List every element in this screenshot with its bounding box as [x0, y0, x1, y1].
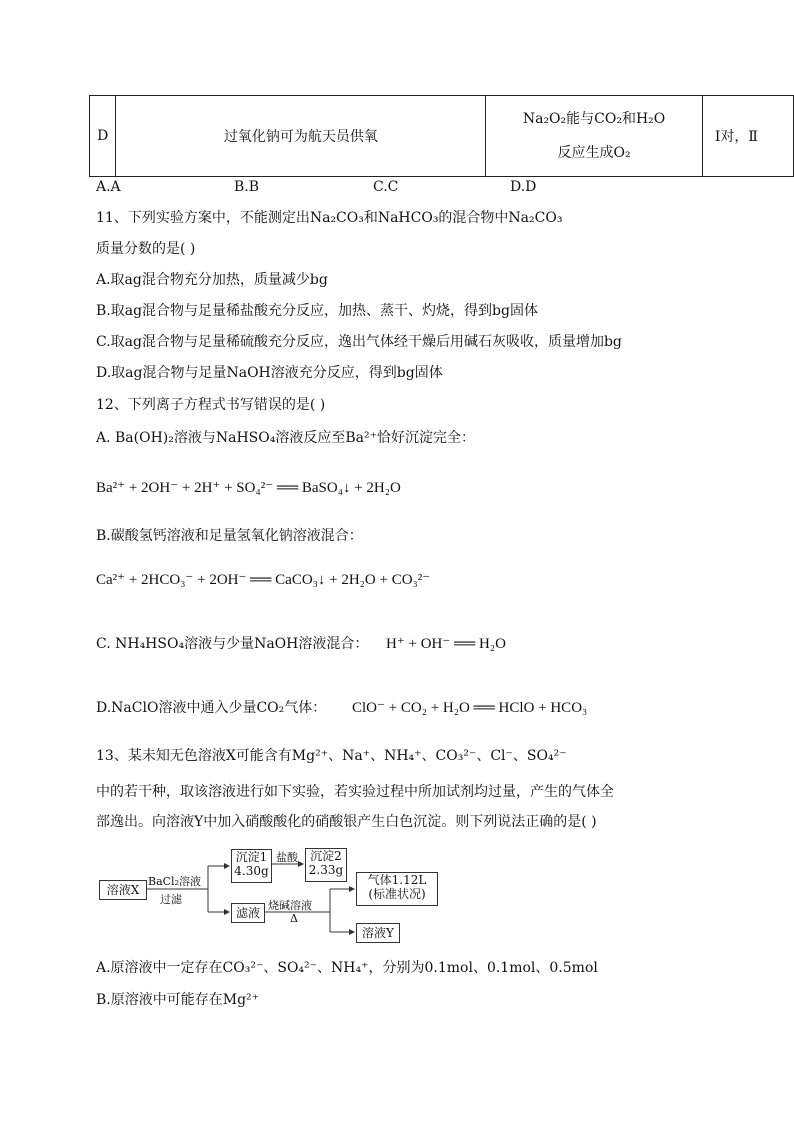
precipitate-2-box	[305, 848, 347, 882]
q10-option-b: B.B	[234, 179, 260, 195]
row-letter: D	[90, 96, 116, 177]
precipitate-1-name: 沉淀1	[235, 850, 268, 864]
q12-option-c-text: C. NH₄HSO₄溶液与少量NaOH溶液混合：	[96, 636, 369, 652]
gas-condition: (标准状况)	[368, 887, 426, 901]
q12-option-a-text: A. Ba(OH)₂溶液与NaHSO₄溶液反应至Ba²⁺恰好沉淀完全：	[96, 430, 475, 446]
q12-option-c-equation: H⁺ + OH⁻ ══ H₂O	[386, 636, 506, 652]
q12-option-d-equation: ClO⁻ + CO₂ + H₂O ══ HClO + HCO₃	[352, 700, 588, 716]
row-judgement: Ⅰ对，Ⅱ	[702, 96, 793, 177]
row-statement: 过氧化钠可为航天员供氧	[116, 96, 486, 177]
q13-option-b: B.原溶液中可能存在Mg²⁺	[96, 992, 260, 1008]
precipitate-2-mass: 2.33g	[308, 863, 344, 877]
reagent-1-label: BaCl₂溶液	[148, 875, 201, 888]
q13-option-a: A.原溶液中一定存在CO₃²⁻、SO₄²⁻、NH₄⁺，分别为0.1mol、0.1mol、0.5mol	[96, 960, 598, 976]
reason-line-2: 反应生成O₂	[557, 145, 631, 161]
q10-option-c: C.C	[373, 179, 399, 195]
q11-option-c: C.取ag混合物与足量稀硫酸充分反应，逸出气体经干燥后用碱石灰吸收，质量增加bg	[96, 334, 622, 350]
q10-option-d: D.D	[510, 179, 537, 195]
solution-y-box: 溶液Y	[356, 923, 400, 943]
reason-line-1: Na₂O₂能与CO₂和H₂O	[522, 111, 666, 127]
q12-option-b-text: B.碳酸氢钙溶液和足量氢氧化钠溶液混合：	[96, 528, 363, 544]
filter-label: 过滤	[160, 893, 182, 906]
base-label: 烧碱溶液	[268, 899, 312, 912]
precipitate-1-box	[231, 849, 272, 883]
q11-stem-line-2: 质量分数的是( )	[96, 241, 196, 257]
acid-label: 盐酸	[276, 851, 298, 864]
q11-option-a: A.取ag混合物充分加热，质量减少bg	[96, 272, 328, 288]
q12-option-d-text: D.NaClO溶液中通入少量CO₂气体：	[96, 700, 327, 716]
q13-stem-line-3: 部逸出。向溶液Y中加入硝酸酸化的硝酸银产生白色沉淀。则下列说法正确的是( )	[96, 814, 597, 830]
q12-option-b-equation: Ca²⁺ + 2HCO₃⁻ + 2OH⁻ ══ CaCO₃↓ + 2H₂O + CO₃²⁻	[96, 572, 431, 588]
precipitate-1-mass: 4.30g	[234, 864, 269, 878]
precipitate-2-name: 沉淀2	[310, 849, 342, 863]
gas-volume: 气体1.12L	[367, 873, 427, 887]
heat-label: Δ	[290, 912, 298, 925]
q13-stem-line-2: 中的若干种，取该溶液进行如下实验，若实验过程中所加试剂均过量，产生的气体全	[96, 784, 614, 800]
q13-stem-line-1: 13、某未知无色溶液X可能含有Mg²⁺、Na⁺、NH₄⁺、CO₃²⁻、Cl⁻、SO₄²⁻	[96, 748, 567, 764]
q11-option-d: D.取ag混合物与足量NaOH溶液充分反应，得到bg固体	[96, 365, 443, 381]
q10-option-a: A.A	[96, 179, 121, 195]
filtrate-box: 滤液	[231, 903, 265, 923]
q11-option-b: B.取ag混合物与足量稀盐酸充分反应，加热、蒸干、灼烧，得到bg固体	[96, 303, 538, 319]
gas-box	[356, 872, 438, 906]
q11-stem-line-1: 11、下列实验方案中，不能测定出Na₂CO₃和NaHCO₃的混合物中Na₂CO₃	[96, 210, 563, 226]
q12-option-a-equation: Ba²⁺ + 2OH⁻ + 2H⁺ + SO₄²⁻ ══ BaSO₄↓ + 2H₂O	[96, 480, 401, 496]
q12-stem: 12、下列离子方程式书写错误的是( )	[96, 397, 326, 413]
solution-x-box: 溶液X	[99, 880, 147, 900]
